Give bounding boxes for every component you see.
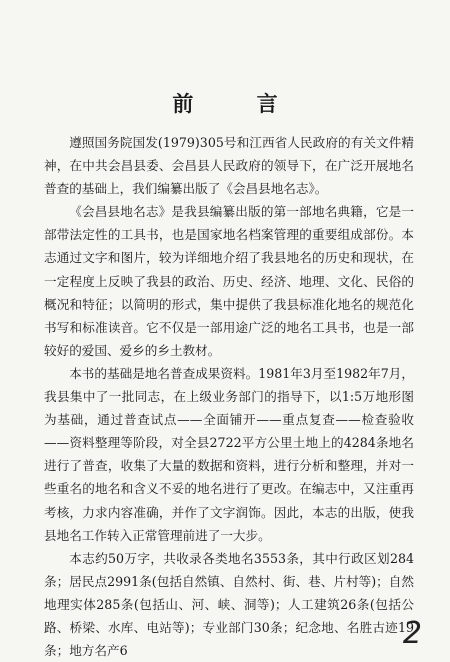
page-number: 2	[402, 616, 422, 651]
paragraph: 《会昌县地名志》是我县编纂出版的第一部地名典籍，它是一部带法定性的工具书，也是国家地名档案管理的重要组成部份。本志通过文字和图片，较为详细地介绍了我县地名的历史和现状，在一定程度上反映了我县的政治、历史、经济、地理、文化、民俗的概况和特征；以简明的形式，集中提供了我县标准化地名的规范化书写和标准读音。它不仅是一部用途广泛的地名工具书，也是一部较好的爱国、爱乡的乡土教材。	[44, 204, 414, 358]
page-title: 前 言	[172, 92, 306, 116]
body-text	[44, 131, 414, 662]
paragraph: 本志约50万字，共收录各类地名3553条，其中行政区划284条；居民点2991条(包括自然镇、自然村、街、巷、片村等)；自然地理实体285条(包括山、河、峡、洞等)；人工建筑26条(包括公路、桥梁、水库、电站等)；专业部门30条；纪念地、名胜古迹19条；地方名产6	[44, 550, 414, 659]
paragraph: 本书的基础是地名普查成果资料。1981年3月至1982年7月，我县集中了一批同志，在上级业务部门的指导下，以1:5万地形图为基础，通过普查试点——全面铺开——重点复查——检查验收——资料整理等阶段，对全县2722平方公里土地上的4284条地名进行了普查，收集了大量的数据和资料，进行分析和整理，并对一些重名的地名和含义不妥的地名进行了更改。在编志中，又注重再考核，力求内容准确，并作了文字润饰。因此，本志的出版，使我县地名工作转入正常管理前进了一大步。	[44, 365, 414, 543]
paragraph: 遵照国务院国发(1979)305号和江西省人民政府的有关文件精神，在中共会昌县委、会昌县人民政府的领导下，在广泛开展地名普查的基础上，我们编纂出版了《会昌县地名志》。	[44, 135, 414, 197]
